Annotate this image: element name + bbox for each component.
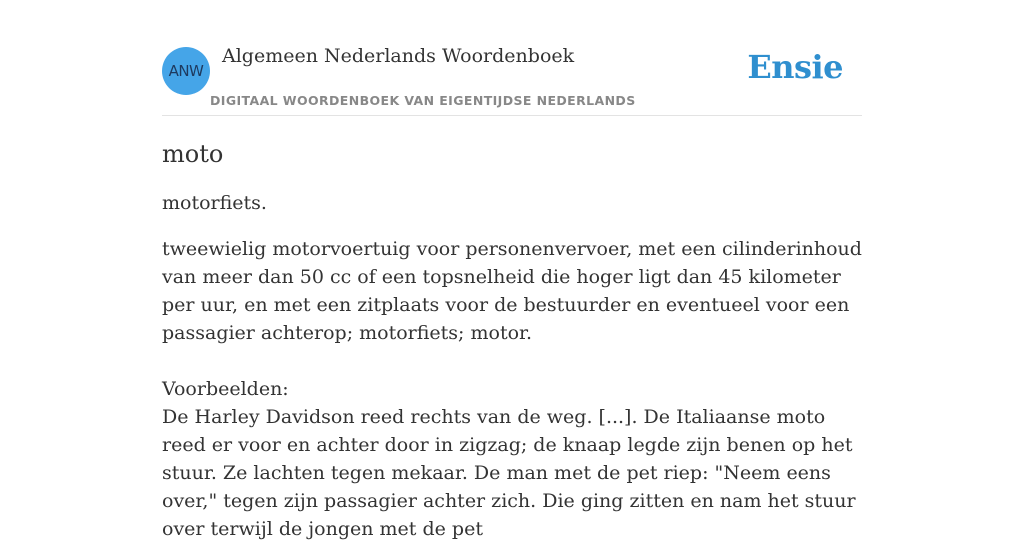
anw-logo[interactable]: ANW: [162, 47, 210, 95]
headword: moto: [162, 140, 224, 168]
site-subtitle: DIGITAAL WOORDENBOEK VAN EIGENTIJDSE NEDERLANDS: [210, 93, 636, 108]
site-title[interactable]: Algemeen Nederlands Woordenboek: [222, 45, 575, 67]
site-header: [162, 0, 862, 116]
example-text: De Harley Davidson reed rechts van de weg. [...]. De Italiaanse moto reed er voor en achter door in zigzag; de knaap legde zijn benen op het stuur. Ze lachten tegen mekaar. De man met de pet riep: "Neem eens over," tegen zijn passagier achter zich. Die ging zitten en nam het stuur over terwijl de jongen met de pet: [162, 406, 856, 540]
content-column: [162, 0, 862, 543]
short-definition: motorfiets.: [162, 192, 267, 214]
full-definition: tweewielig motorvoertuig voor personenvervoer, met een cilinderinhoud van meer dan 50 cc of een topsnelheid die hoger ligt dan 45 kilometer per uur, en met een zitplaats voor de bestuurder en eventueel voor een passagier achterop; motorfiets; motor.: [162, 238, 862, 344]
ensie-brand-logo[interactable]: Ensie: [747, 48, 843, 86]
examples-label: Voorbeelden:: [162, 378, 289, 400]
